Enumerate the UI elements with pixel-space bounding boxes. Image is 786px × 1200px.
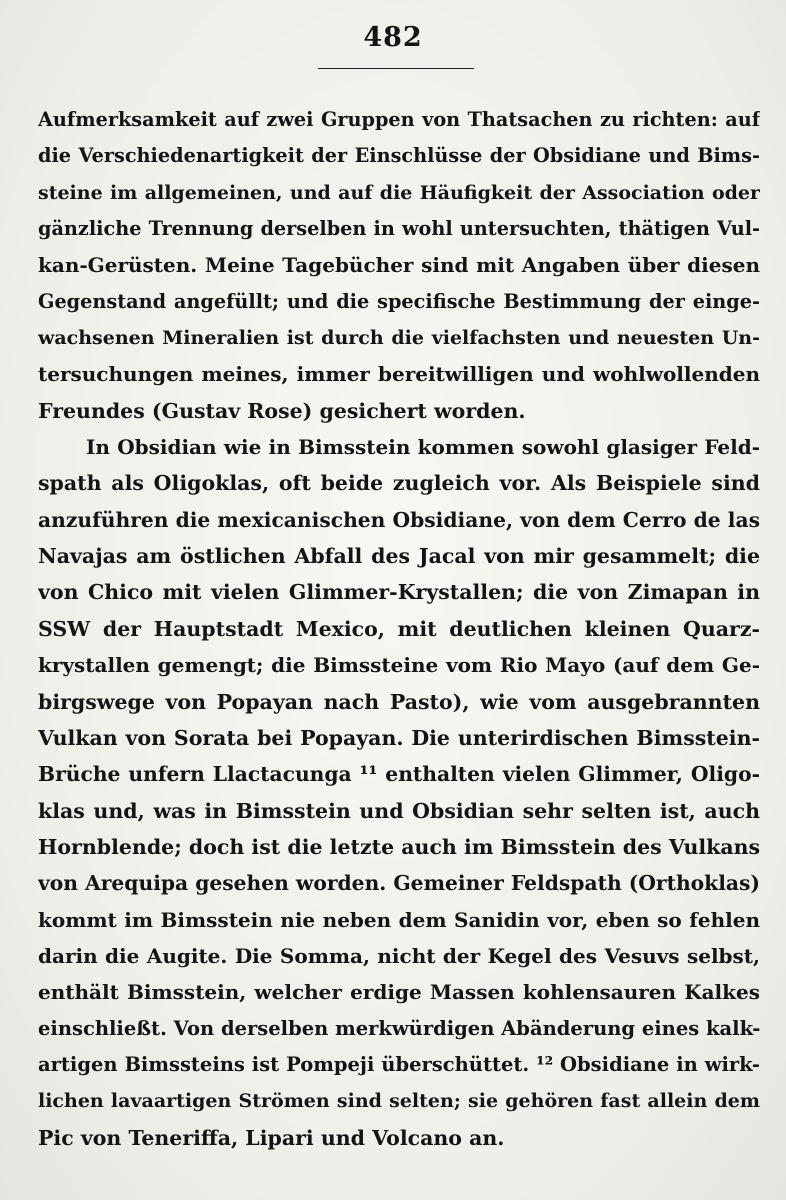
text-line: lichen lavaartigen Strömen sind selten; sie gehören fast allein dem bbox=[38, 1090, 760, 1113]
text-line: klas und, was in Bimsstein und Obsidian sehr selten ist, auch bbox=[38, 798, 760, 823]
text-line: SSW der Hauptstadt Mexico, mit deutlichen kleinen Quarz- bbox=[38, 616, 760, 641]
text-line: krystallen gemengt; die Bimssteine vom Rio Mayo (auf dem Ge- bbox=[38, 653, 760, 678]
text-line: Gegenstand angefüllt; und die specifische Bestimmung der einge- bbox=[38, 289, 760, 313]
text-line: Freundes (Gustav Rose) gesichert worden. bbox=[38, 398, 526, 423]
text-line: steine im allgemeinen, und auf die Häufigkeit der Association oder bbox=[38, 181, 760, 204]
page-number: 482 bbox=[363, 22, 423, 53]
text-line: Vulkan von Sorata bei Popayan. Die unterirdischen Bimsstein- bbox=[38, 725, 760, 750]
text-line: Aufmerksamkeit auf zwei Gruppen von Thatsachen zu richten: auf bbox=[38, 108, 760, 131]
text-line: gänzliche Trennung derselben in wohl untersuchten, thätigen Vul- bbox=[38, 217, 760, 241]
body-text bbox=[38, 102, 760, 1156]
text-line: von Arequipa gesehen worden. Gemeiner Feldspath (Orthoklas) bbox=[38, 871, 760, 896]
text-line: Brüche unfern Llactacunga ¹¹ enthalten vielen Glimmer, Oligo- bbox=[38, 762, 760, 787]
text-line: anzuführen die mexicanischen Obsidiane, von dem Cerro de las bbox=[38, 507, 760, 532]
text-line: kommt im Bimsstein nie neben dem Sanidin vor, eben so fehlen bbox=[38, 907, 760, 932]
paragraph-start-line: In Obsidian wie in Bimsstein kommen sowohl glasiger Feld- bbox=[86, 435, 760, 460]
text-line: Navajas am östlichen Abfall des Jacal von mir gesammelt; die bbox=[38, 544, 760, 569]
text-line: birgswege von Popayan nach Pasto), wie vom ausgebrannten bbox=[38, 689, 760, 714]
header-rule bbox=[318, 68, 474, 69]
text-line: artigen Bimssteins ist Pompeji überschüttet. ¹² Obsidiane in wirk- bbox=[38, 1052, 760, 1076]
text-line: wachsenen Mineralien ist durch die vielfachsten und neuesten Un- bbox=[38, 327, 760, 350]
text-line: die Verschiedenartigkeit der Einschlüsse der Obsidiane und Bims- bbox=[38, 144, 760, 168]
text-line: von Chico mit vielen Glimmer-Krystallen; die von Zimapan in bbox=[38, 580, 760, 605]
text-line: tersuchungen meines, immer bereitwilligen und wohlwollenden bbox=[38, 362, 760, 387]
text-line: einschließt. Von derselben merkwürdigen Abänderung eines kalk- bbox=[38, 1016, 760, 1040]
text-line: Pic von Teneriffa, Lipari und Volcano an. bbox=[38, 1125, 505, 1150]
text-line: enthält Bimsstein, welcher erdige Massen kohlensauren Kalkes bbox=[38, 980, 760, 1005]
text-line: spath als Oligoklas, oft beide zugleich vor. Als Beispiele sind bbox=[38, 471, 760, 496]
text-line: darin die Augite. Die Somma, nicht der Kegel des Vesuvs selbst, bbox=[38, 943, 760, 968]
text-line: kan-Gerüsten. Meine Tagebücher sind mit Angaben über diesen bbox=[38, 253, 760, 278]
text-line: Hornblende; doch ist die letzte auch im Bimsstein des Vulkans bbox=[38, 834, 760, 859]
